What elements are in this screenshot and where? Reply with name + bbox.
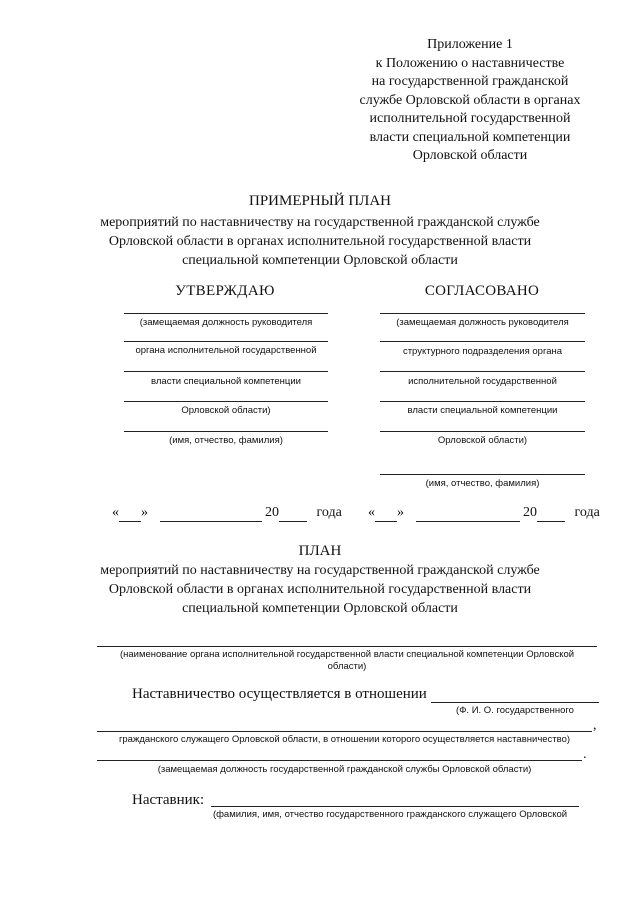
day-blank <box>119 505 141 522</box>
agree-caption: исполнительной государственной <box>408 376 557 387</box>
position-line <box>97 760 582 761</box>
agree-signature-line <box>380 313 585 314</box>
agree-signature-line <box>380 341 585 342</box>
mentor-caption: (фамилия, имя, отчество государственного гражданского служащего Орловской <box>212 809 568 820</box>
mentor-name-line <box>211 806 579 807</box>
appendix-line: Орловской области <box>412 148 528 163</box>
approve-signature-line <box>124 371 328 372</box>
agree-caption: Орловской области) <box>437 435 528 446</box>
appendix-line: службе Орловской области в органах <box>359 92 581 108</box>
agree-caption: (имя, отчество, фамилия) <box>425 478 540 489</box>
approve-signature-line <box>124 401 328 402</box>
date-close-quote: » <box>397 505 404 520</box>
date-year-word: года <box>574 505 600 520</box>
date-century: 20 <box>523 505 537 520</box>
plan-subtitle <box>60 561 580 618</box>
approve-caption: (замещаемая должность руководителя <box>139 317 313 328</box>
month-blank <box>160 505 262 522</box>
comma-mark: , <box>593 718 597 733</box>
subtitle-line: Орловской области в органах исполнительной государственной власти <box>108 234 532 249</box>
agree-signature-line <box>380 401 585 402</box>
mentor-label: Наставник: <box>132 792 205 808</box>
approve-signature-line <box>124 313 328 314</box>
subtitle-line: Орловской области в органах исполнительной государственной власти <box>108 582 532 597</box>
mentoring-label: Наставничество осуществляется в отношении <box>132 686 427 702</box>
sample-plan-title: ПРИМЕРНЫЙ ПЛАН <box>248 193 392 209</box>
agree-heading: СОГЛАСОВАНО <box>424 283 540 299</box>
appendix-block <box>340 36 600 166</box>
year-blank <box>279 505 307 522</box>
approve-heading: УТВЕРЖДАЮ <box>175 283 275 299</box>
approve-caption: (имя, отчество, фамилия) <box>169 435 283 446</box>
date-open-quote: « <box>112 505 119 520</box>
agree-date <box>368 505 600 522</box>
plan-title: ПЛАН <box>298 543 342 559</box>
year-blank <box>537 505 565 522</box>
subtitle-line: мероприятий по наставничеству на государственной гражданской службе <box>100 563 540 578</box>
subtitle-line: специальной компетенции Орловской области <box>182 601 458 616</box>
appendix-line: исполнительной государственной <box>369 111 571 126</box>
appendix-line: власти специальной компетенции <box>369 129 571 145</box>
approve-signature-line <box>124 341 328 342</box>
date-open-quote: « <box>368 505 375 520</box>
agree-signature-line <box>380 371 585 372</box>
appendix-line: к Положению о наставничестве <box>375 55 565 71</box>
date-year-word: года <box>316 505 342 520</box>
agree-caption: власти специальной компетенции <box>407 405 558 416</box>
mentee-line <box>97 731 592 732</box>
month-blank <box>416 505 520 522</box>
day-blank <box>375 505 397 522</box>
approve-caption: власти специальной компетенции <box>151 376 301 387</box>
subtitle-line: специальной компетенции Орловской области <box>182 253 458 268</box>
agree-signature-line <box>380 431 585 432</box>
org-name-caption: области) <box>327 661 367 672</box>
agree-caption: (замещаемая должность руководителя <box>396 317 569 328</box>
fio-caption: (Ф. И. О. государственного <box>456 705 574 716</box>
mentee-name-line <box>431 702 599 703</box>
approve-caption: Орловской области) <box>181 405 271 416</box>
approve-date <box>112 505 342 522</box>
agree-caption: структурного подразделения органа <box>402 346 563 357</box>
date-close-quote: » <box>141 505 148 520</box>
agree-signature-line <box>380 474 585 475</box>
appendix-line: на государственной гражданской <box>371 74 569 89</box>
position-caption: (замещаемая должность государственной гражданской службы Орловской области) <box>157 764 532 775</box>
subtitle-line: мероприятий по наставничеству на государственной гражданской службе <box>100 215 540 230</box>
sample-plan-subtitle <box>60 213 580 270</box>
org-name-caption: (наименование органа исполнительной государственной власти специальной компетенции Орловской <box>119 649 575 660</box>
approve-caption: органа исполнительной государственной <box>135 345 317 356</box>
period-mark: . <box>583 747 587 762</box>
approve-signature-line <box>124 431 328 432</box>
org-name-line <box>97 646 597 647</box>
servant-caption: гражданского служащего Орловской области, в отношении которого осуществляется наставничество) <box>118 734 571 745</box>
appendix-line: Приложение 1 <box>427 37 513 52</box>
date-century: 20 <box>265 505 279 520</box>
